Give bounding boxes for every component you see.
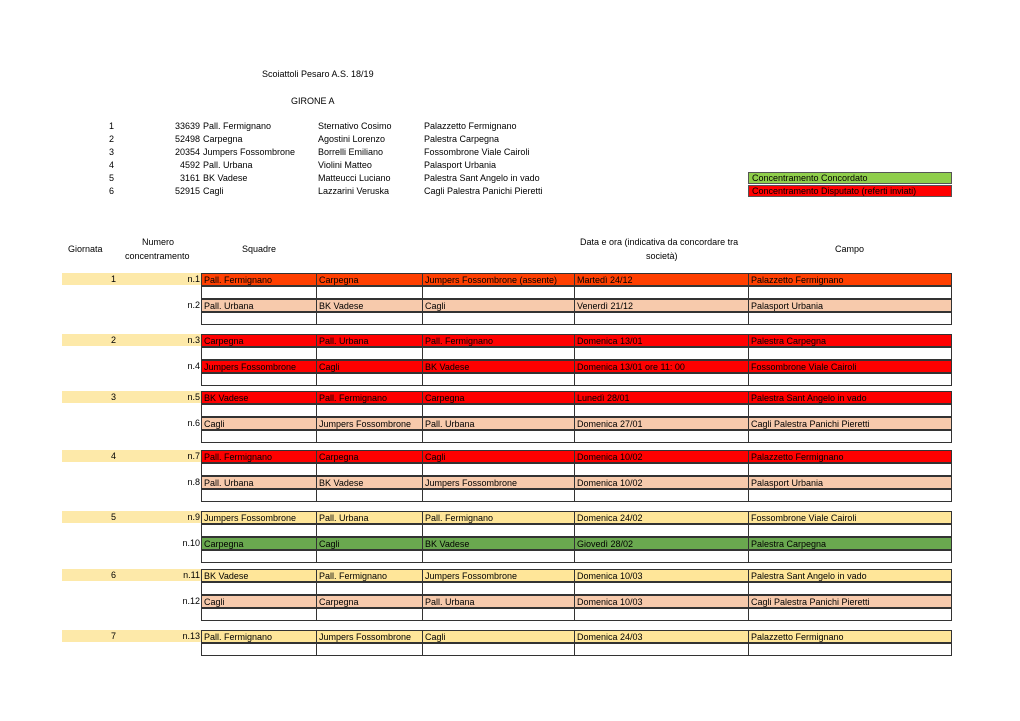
empty-cell bbox=[748, 312, 952, 325]
team-2-cell: Pall. Fermignano bbox=[316, 391, 423, 404]
empty-cell bbox=[316, 608, 423, 621]
empty-row bbox=[201, 582, 951, 595]
team-num: 3 bbox=[108, 147, 114, 157]
empty-row bbox=[201, 463, 951, 476]
legend-disputed: Concentramento Disputato (referti inviati) bbox=[748, 185, 952, 197]
empty-cell bbox=[574, 463, 749, 476]
team-3-cell: Cagli bbox=[422, 299, 575, 312]
match-row bbox=[201, 334, 951, 347]
giornata-number: 7 bbox=[110, 631, 116, 641]
empty-cell bbox=[422, 312, 575, 325]
team-1-cell: Jumpers Fossombrone bbox=[201, 511, 317, 524]
team-2-cell: BK Vadese bbox=[316, 476, 423, 489]
concentramento-number: n.6 bbox=[187, 418, 200, 428]
empty-cell bbox=[574, 286, 749, 299]
team-1-cell: Pall. Urbana bbox=[201, 476, 317, 489]
empty-cell bbox=[316, 463, 423, 476]
team-team: Pall. Fermignano bbox=[203, 121, 272, 131]
team-1-cell: BK Vadese bbox=[201, 391, 317, 404]
team-coach: Borrelli Emiliano bbox=[318, 147, 384, 157]
empty-cell bbox=[748, 347, 952, 360]
empty-cell bbox=[748, 608, 952, 621]
empty-cell bbox=[422, 582, 575, 595]
concentramento-number: n.4 bbox=[187, 361, 200, 371]
empty-cell bbox=[316, 489, 423, 502]
date-cell: Domenica 10/03 bbox=[574, 595, 749, 608]
team-num: 4 bbox=[108, 160, 114, 170]
empty-cell bbox=[201, 463, 317, 476]
team-coach: Agostini Lorenzo bbox=[318, 134, 386, 144]
match-row bbox=[201, 569, 951, 582]
giornata-number: 1 bbox=[110, 274, 116, 284]
team-3-cell: Carpegna bbox=[422, 391, 575, 404]
team-code: 52915 bbox=[174, 186, 200, 196]
empty-cell bbox=[748, 430, 952, 443]
team-1-cell: Cagli bbox=[201, 417, 317, 430]
team-venue: Fossombrone Viale Cairoli bbox=[424, 147, 530, 157]
venue-cell: Palazzetto Fermignano bbox=[748, 630, 952, 643]
empty-cell bbox=[422, 489, 575, 502]
team-1-cell: Pall. Fermignano bbox=[201, 630, 317, 643]
team-3-cell: Pall. Urbana bbox=[422, 417, 575, 430]
match-row bbox=[201, 630, 951, 643]
empty-cell bbox=[201, 404, 317, 417]
empty-cell bbox=[422, 404, 575, 417]
venue-cell: Palazzetto Fermignano bbox=[748, 273, 952, 286]
empty-cell bbox=[574, 489, 749, 502]
team-3-cell: Cagli bbox=[422, 630, 575, 643]
giornata-number: 3 bbox=[110, 392, 116, 402]
team-3-cell: Pall. Fermignano bbox=[422, 511, 575, 524]
empty-cell bbox=[422, 463, 575, 476]
empty-cell bbox=[422, 347, 575, 360]
empty-cell bbox=[574, 550, 749, 563]
date-cell: Martedì 24/12 bbox=[574, 273, 749, 286]
empty-cell bbox=[574, 524, 749, 537]
empty-cell bbox=[201, 286, 317, 299]
venue-cell: Cagli Palestra Panichi Pieretti bbox=[748, 595, 952, 608]
team-num: 5 bbox=[108, 173, 114, 183]
column-header-data-line2: società) bbox=[646, 251, 678, 261]
column-header-concentramento: concentramento bbox=[125, 251, 190, 261]
venue-cell: Cagli Palestra Panichi Pieretti bbox=[748, 417, 952, 430]
concentramento-number: n.1 bbox=[187, 274, 200, 284]
team-num: 6 bbox=[108, 186, 114, 196]
match-row bbox=[201, 417, 951, 430]
team-team: Jumpers Fossombrone bbox=[203, 147, 296, 157]
team-2-cell: Cagli bbox=[316, 537, 423, 550]
team-row bbox=[0, 133, 1020, 146]
team-code: 52498 bbox=[174, 134, 200, 144]
date-cell: Domenica 10/03 bbox=[574, 569, 749, 582]
date-cell: Lunedì 28/01 bbox=[574, 391, 749, 404]
team-coach: Violini Matteo bbox=[318, 160, 372, 170]
team-coach: Sternativo Cosimo bbox=[318, 121, 392, 131]
empty-cell bbox=[201, 550, 317, 563]
empty-cell bbox=[201, 347, 317, 360]
team-2-cell: Cagli bbox=[316, 360, 423, 373]
legend-agreed: Concentramento Concordato bbox=[748, 172, 952, 184]
team-3-cell: Cagli bbox=[422, 450, 575, 463]
empty-cell bbox=[422, 286, 575, 299]
match-row bbox=[201, 511, 951, 524]
column-header-giornata: Giornata bbox=[68, 244, 103, 254]
venue-cell: Fossombrone Viale Cairoli bbox=[748, 360, 952, 373]
team-num: 2 bbox=[108, 134, 114, 144]
team-row bbox=[0, 146, 1020, 159]
venue-cell: Palestra Carpegna bbox=[748, 334, 952, 347]
team-venue: Palestra Sant Angelo in vado bbox=[424, 173, 540, 183]
empty-cell bbox=[748, 373, 952, 386]
column-header-campo: Campo bbox=[835, 244, 865, 254]
team-2-cell: Pall. Urbana bbox=[316, 511, 423, 524]
empty-cell bbox=[748, 463, 952, 476]
empty-cell bbox=[422, 643, 575, 656]
group-title: GIRONE A bbox=[291, 96, 335, 106]
empty-row bbox=[201, 608, 951, 621]
team-team: BK Vadese bbox=[203, 173, 248, 183]
concentramento-number: n.5 bbox=[187, 392, 200, 402]
team-code: 20354 bbox=[174, 147, 200, 157]
empty-cell bbox=[574, 347, 749, 360]
concentramento-number: n.13 bbox=[182, 631, 200, 641]
giornata-number: 2 bbox=[110, 335, 116, 345]
empty-cell bbox=[201, 582, 317, 595]
empty-cell bbox=[316, 643, 423, 656]
date-cell: Domenica 13/01 bbox=[574, 334, 749, 347]
team-1-cell: Pall. Fermignano bbox=[201, 273, 317, 286]
empty-cell bbox=[574, 582, 749, 595]
empty-cell bbox=[574, 373, 749, 386]
venue-cell: Palestra Sant Angelo in vado bbox=[748, 391, 952, 404]
date-cell: Domenica 10/02 bbox=[574, 476, 749, 489]
team-2-cell: Pall. Urbana bbox=[316, 334, 423, 347]
team-team: Cagli bbox=[203, 186, 224, 196]
empty-cell bbox=[748, 550, 952, 563]
empty-cell bbox=[201, 643, 317, 656]
empty-cell bbox=[201, 430, 317, 443]
empty-cell bbox=[201, 524, 317, 537]
empty-cell bbox=[201, 608, 317, 621]
match-row bbox=[201, 391, 951, 404]
venue-cell: Palasport Urbania bbox=[748, 299, 952, 312]
empty-row bbox=[201, 643, 951, 656]
empty-cell bbox=[316, 550, 423, 563]
empty-cell bbox=[748, 524, 952, 537]
concentramento-number: n.12 bbox=[182, 596, 200, 606]
concentramento-number: n.9 bbox=[187, 512, 200, 522]
team-1-cell: Cagli bbox=[201, 595, 317, 608]
team-3-cell: BK Vadese bbox=[422, 537, 575, 550]
concentramento-number: n.7 bbox=[187, 451, 200, 461]
empty-row bbox=[201, 373, 951, 386]
empty-cell bbox=[748, 404, 952, 417]
concentramento-number: n.2 bbox=[187, 300, 200, 310]
team-code: 3161 bbox=[179, 173, 200, 183]
match-row bbox=[201, 360, 951, 373]
team-num: 1 bbox=[108, 121, 114, 131]
empty-cell bbox=[422, 373, 575, 386]
concentramento-number: n.8 bbox=[187, 477, 200, 487]
date-cell: Giovedì 28/02 bbox=[574, 537, 749, 550]
team-1-cell: Carpegna bbox=[201, 334, 317, 347]
empty-cell bbox=[316, 404, 423, 417]
team-2-cell: BK Vadese bbox=[316, 299, 423, 312]
empty-cell bbox=[316, 430, 423, 443]
team-1-cell: Carpegna bbox=[201, 537, 317, 550]
team-3-cell: Jumpers Fossombrone (assente) bbox=[422, 273, 575, 286]
team-team: Carpegna bbox=[203, 134, 243, 144]
team-venue: Palestra Carpegna bbox=[424, 134, 500, 144]
concentramento-number: n.10 bbox=[182, 538, 200, 548]
match-row bbox=[201, 537, 951, 550]
team-3-cell: BK Vadese bbox=[422, 360, 575, 373]
empty-cell bbox=[316, 524, 423, 537]
empty-cell bbox=[316, 312, 423, 325]
empty-row bbox=[201, 489, 951, 502]
empty-row bbox=[201, 347, 951, 360]
empty-row bbox=[201, 550, 951, 563]
team-code: 4592 bbox=[179, 160, 200, 170]
empty-cell bbox=[422, 524, 575, 537]
empty-cell bbox=[316, 286, 423, 299]
venue-cell: Fossombrone Viale Cairoli bbox=[748, 511, 952, 524]
empty-cell bbox=[422, 430, 575, 443]
venue-cell: Palestra Sant Angelo in vado bbox=[748, 569, 952, 582]
team-code: 33639 bbox=[174, 121, 200, 131]
page-title: Scoiattoli Pesaro A.S. 18/19 bbox=[262, 69, 374, 79]
date-cell: Domenica 24/02 bbox=[574, 511, 749, 524]
team-3-cell: Pall. Fermignano bbox=[422, 334, 575, 347]
empty-row bbox=[201, 312, 951, 325]
empty-cell bbox=[422, 550, 575, 563]
giornata-number: 5 bbox=[110, 512, 116, 522]
giornata-number: 6 bbox=[110, 570, 116, 580]
empty-row bbox=[201, 286, 951, 299]
empty-cell bbox=[316, 373, 423, 386]
empty-cell bbox=[748, 643, 952, 656]
team-1-cell: Jumpers Fossombrone bbox=[201, 360, 317, 373]
team-3-cell: Jumpers Fossombrone bbox=[422, 569, 575, 582]
team-1-cell: Pall. Urbana bbox=[201, 299, 317, 312]
column-header-numero: Numero bbox=[142, 237, 175, 247]
team-coach: Matteucci Luciano bbox=[318, 173, 391, 183]
concentramento-number: n.11 bbox=[183, 570, 200, 580]
date-cell: Domenica 13/01 ore 11: 00 bbox=[574, 360, 749, 373]
column-header-squadre: Squadre bbox=[242, 244, 277, 254]
empty-cell bbox=[748, 489, 952, 502]
date-cell: Domenica 10/02 bbox=[574, 450, 749, 463]
team-3-cell: Jumpers Fossombrone bbox=[422, 476, 575, 489]
empty-cell bbox=[748, 582, 952, 595]
team-2-cell: Carpegna bbox=[316, 450, 423, 463]
empty-cell bbox=[574, 608, 749, 621]
empty-cell bbox=[316, 347, 423, 360]
team-2-cell: Carpegna bbox=[316, 273, 423, 286]
team-1-cell: BK Vadese bbox=[201, 569, 317, 582]
empty-cell bbox=[201, 312, 317, 325]
team-coach: Lazzarini Veruska bbox=[318, 186, 390, 196]
empty-cell bbox=[201, 489, 317, 502]
match-row bbox=[201, 476, 951, 489]
match-row bbox=[201, 450, 951, 463]
empty-cell bbox=[574, 430, 749, 443]
empty-row bbox=[201, 524, 951, 537]
venue-cell: Palazzetto Fermignano bbox=[748, 450, 952, 463]
team-team: Pall. Urbana bbox=[203, 160, 253, 170]
team-venue: Cagli Palestra Panichi Pieretti bbox=[424, 186, 543, 196]
empty-cell bbox=[574, 643, 749, 656]
concentramento-number: n.3 bbox=[187, 335, 200, 345]
giornata-number: 4 bbox=[110, 451, 116, 461]
team-venue: Palasport Urbania bbox=[424, 160, 497, 170]
venue-cell: Palasport Urbania bbox=[748, 476, 952, 489]
match-row bbox=[201, 273, 951, 286]
team-row bbox=[0, 120, 1020, 133]
empty-cell bbox=[422, 608, 575, 621]
match-row bbox=[201, 299, 951, 312]
match-row bbox=[201, 595, 951, 608]
team-3-cell: Pall. Urbana bbox=[422, 595, 575, 608]
empty-cell bbox=[201, 373, 317, 386]
team-2-cell: Jumpers Fossombrone bbox=[316, 417, 423, 430]
empty-cell bbox=[574, 312, 749, 325]
date-cell: Domenica 27/01 bbox=[574, 417, 749, 430]
empty-row bbox=[201, 430, 951, 443]
empty-row bbox=[201, 404, 951, 417]
team-2-cell: Pall. Fermignano bbox=[316, 569, 423, 582]
team-2-cell: Carpegna bbox=[316, 595, 423, 608]
empty-cell bbox=[574, 404, 749, 417]
team-2-cell: Jumpers Fossombrone bbox=[316, 630, 423, 643]
team-venue: Palazzetto Fermignano bbox=[424, 121, 517, 131]
empty-cell bbox=[316, 582, 423, 595]
team-1-cell: Pall. Fermignano bbox=[201, 450, 317, 463]
date-cell: Venerdì 21/12 bbox=[574, 299, 749, 312]
column-header-data-line1: Data e ora (indicativa da concordare tra bbox=[580, 237, 739, 247]
date-cell: Domenica 24/03 bbox=[574, 630, 749, 643]
team-row bbox=[0, 159, 1020, 172]
empty-cell bbox=[748, 286, 952, 299]
venue-cell: Palestra Carpegna bbox=[748, 537, 952, 550]
